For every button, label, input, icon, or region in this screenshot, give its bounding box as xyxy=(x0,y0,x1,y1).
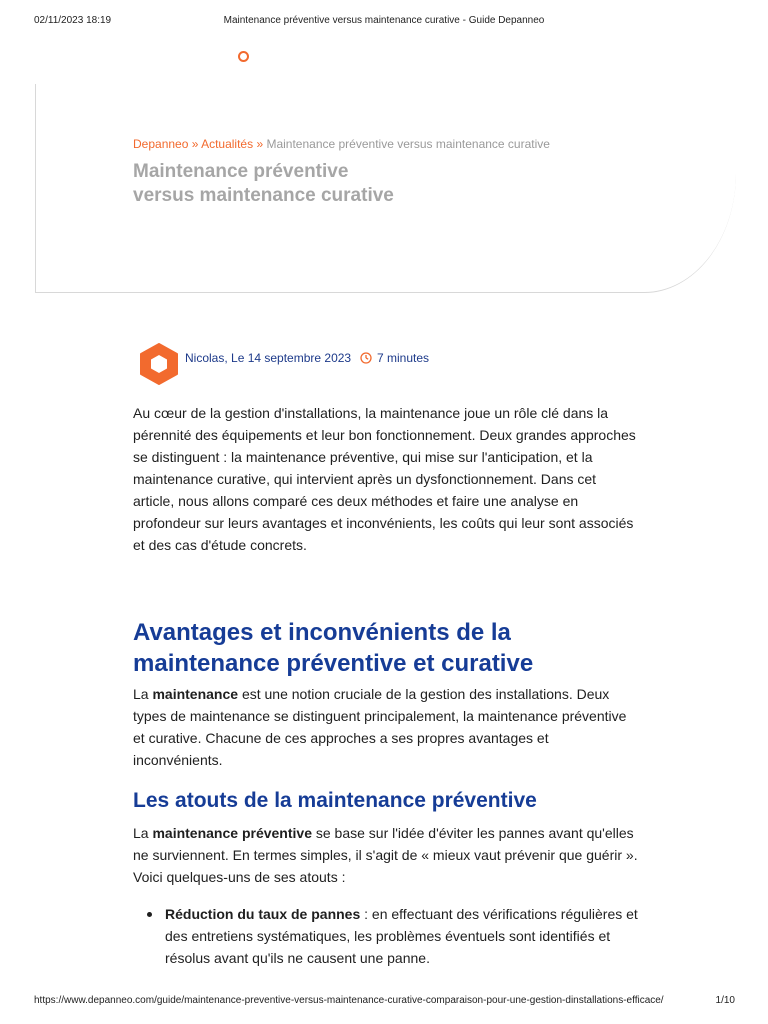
section-paragraph xyxy=(133,683,638,771)
print-date: 02/11/2023 18:19 xyxy=(34,15,112,26)
breadcrumb-separator: » xyxy=(188,137,202,151)
subsection-paragraph xyxy=(133,822,638,888)
hexagon-avatar-icon xyxy=(138,343,180,385)
list-item-text: : en effectuant des vérifications régulières et des entretiens systématiques, les problèmes éventuels sont identifiés et résolus avant qu'ils ne causent une panne. xyxy=(165,906,638,966)
breadcrumb-separator: » xyxy=(253,137,267,151)
text-fragment: La xyxy=(133,825,153,841)
logo-icon xyxy=(238,51,249,62)
breadcrumb-current: Maintenance préventive versus maintenance curative xyxy=(266,137,550,151)
list-item xyxy=(133,903,638,969)
section-heading: Avantages et inconvénients de la maintenance préventive et curative xyxy=(133,619,534,677)
page-title: Maintenance préventive versus maintenance curative xyxy=(133,161,394,206)
read-time xyxy=(360,351,429,365)
page-number: 1/10 xyxy=(715,995,735,1006)
bold-term: maintenance préventive xyxy=(152,825,312,841)
breadcrumb-home-link[interactable]: Depanneo xyxy=(133,137,189,151)
clock-icon xyxy=(360,352,372,364)
intro-paragraph: Au cœur de la gestion d'installations, la maintenance joue un rôle clé dans la pérennité des équipements et leur bon fonctionnement. Deux grandes approches se distinguent : la maintenance préventive, qui mise sur l'anticipation, et la maintenance curative, qui intervient après un dysfonctionnement. Dans cet article, nous allons comparé ces deux méthodes et faire une analyse en profondeur sur leurs avantages et inconvénients, les coûts qui leur sont associés et des cas d'étude concrets. xyxy=(133,405,636,553)
print-page-title: Maintenance préventive versus maintenance curative - Guide Depanneo xyxy=(223,15,545,26)
print-header xyxy=(0,15,768,31)
print-footer xyxy=(0,995,768,1011)
list-item-title: Réduction du taux de pannes xyxy=(165,906,361,922)
bold-term[interactable]: maintenance xyxy=(152,686,239,702)
breadcrumb xyxy=(133,137,550,151)
subsection-heading: Les atouts de la maintenance préventive xyxy=(133,789,537,812)
author-date: Nicolas, Le 14 septembre 2023 xyxy=(185,351,352,365)
print-url: https://www.depanneo.com/guide/maintenance-preventive-versus-maintenance-curative-comparaison-pour-une-gestion-dinstallations-efficace/ xyxy=(34,995,664,1006)
advantages-list xyxy=(133,903,638,969)
read-time-label: 7 minutes xyxy=(377,351,430,365)
text-fragment: La xyxy=(133,686,153,702)
text-fragment: est une notion cruciale de la gestion des installations. Deux types de maintenance se distinguent principalement, la maintenance préventive et curative. Chacune de ces approches a ses propres avantages et inconvénients. xyxy=(133,686,627,768)
text-fragment: se base sur l'idée d'éviter les pannes avant qu'elles ne surviennent. En termes simples, il s'agit de « mieux vaut prévenir que guérir ». Voici quelques-uns de ses atouts : xyxy=(133,825,638,885)
breadcrumb-section-link[interactable]: Actualités xyxy=(201,137,254,151)
